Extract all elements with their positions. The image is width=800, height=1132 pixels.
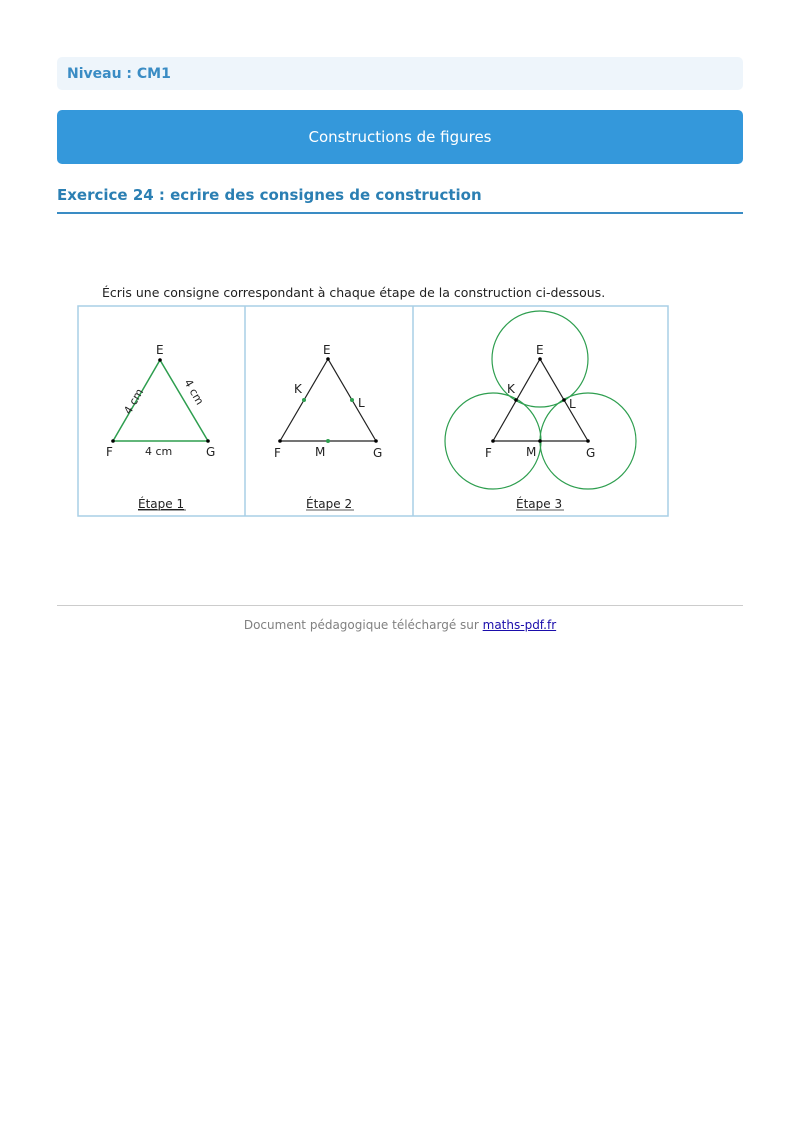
construction-steps-svg — [74, 280, 674, 520]
step-1-panel — [106, 343, 215, 511]
step3-point-l — [562, 398, 566, 402]
step2-point-f — [278, 439, 282, 443]
step2-point-g — [374, 439, 378, 443]
steps-frame — [78, 306, 668, 516]
step3-title: Étape 3 — [516, 497, 563, 511]
footer-link[interactable]: maths-pdf.fr — [482, 618, 557, 632]
step2-label-m: M — [315, 445, 326, 459]
step2-label-k: K — [294, 382, 302, 396]
step1-measure-eg: 4 cm — [181, 377, 207, 408]
step3-label-g: G — [586, 446, 596, 460]
step3-point-f — [491, 439, 495, 443]
footer — [57, 618, 743, 632]
step3-point-e — [538, 357, 542, 361]
step3-label-f: F — [485, 446, 492, 460]
chapter-banner — [57, 110, 743, 164]
step3-label-m: M — [526, 445, 537, 459]
exercise-title: Exercice 24 : ecrire des consignes de construction — [57, 186, 482, 204]
step2-title: Étape 2 — [306, 497, 353, 511]
step2-point-m — [326, 439, 330, 443]
step3-label-e: E — [536, 343, 544, 357]
step3-label-l: L — [569, 397, 576, 411]
instruction-text: Écris une consigne correspondant à chaque étape de la construction ci-dessous. — [102, 285, 606, 300]
step1-title: Étape 1 — [138, 497, 185, 511]
footer-divider — [57, 605, 743, 606]
step2-label-f: F — [274, 446, 281, 460]
step2-point-k — [302, 398, 306, 402]
step-2-panel — [274, 343, 382, 511]
banner-title: Constructions de figures — [308, 128, 492, 146]
step1-point-e — [158, 358, 162, 362]
level-label: Niveau : CM1 — [67, 65, 171, 82]
step1-label-e: E — [156, 343, 164, 357]
step1-point-f — [111, 439, 115, 443]
level-box — [57, 57, 743, 90]
step2-point-e — [326, 357, 330, 361]
step1-measure-fg: 4 cm — [145, 445, 173, 458]
step3-point-k — [514, 398, 518, 402]
footer-text: Document pédagogique téléchargé sur — [243, 618, 483, 632]
step3-point-m — [538, 439, 542, 443]
step-3-panel — [445, 311, 636, 511]
title-divider — [57, 212, 743, 214]
step1-label-f: F — [106, 445, 113, 459]
step1-point-g — [206, 439, 210, 443]
step1-measure-ef: 4 cm — [121, 386, 147, 417]
step2-point-l — [350, 398, 354, 402]
step2-label-e: E — [323, 343, 331, 357]
step2-label-l: L — [358, 396, 365, 410]
step3-point-g — [586, 439, 590, 443]
step2-label-g: G — [373, 446, 383, 460]
construction-figure — [74, 280, 674, 524]
step3-label-k: K — [507, 382, 515, 396]
step1-label-g: G — [206, 445, 216, 459]
